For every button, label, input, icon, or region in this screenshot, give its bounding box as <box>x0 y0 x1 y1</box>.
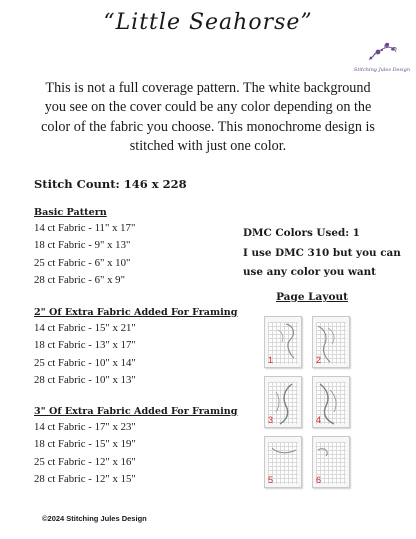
brand-logo <box>352 40 412 76</box>
page-thumbnail-2 <box>312 316 350 368</box>
dmc-note-line: use any color you want <box>243 266 376 278</box>
page-number: 2 <box>316 355 322 365</box>
page-number: 1 <box>268 355 274 365</box>
fabric-size-row: 25 ct Fabric - 10" x 14" <box>34 356 136 369</box>
logo-text: Stitching Jules Design <box>353 67 411 73</box>
fabric-size-row: 14 ct Fabric - 15" x 21" <box>34 322 136 334</box>
basic-pattern-section <box>34 206 135 289</box>
fabric-size-row: 28 ct Fabric - 12" x 15" <box>34 472 136 485</box>
fabric-size-row: 25 ct Fabric - 6" x 10" <box>34 256 131 269</box>
pattern-title: “Little Seahorse” <box>103 10 313 35</box>
page-thumbnail-6 <box>312 436 350 488</box>
dmc-colors-used: DMC Colors Used: 1 <box>243 227 360 239</box>
fabric-size-row: 28 ct Fabric - 6" x 9" <box>34 273 125 286</box>
dmc-note-line: I use DMC 310 but you can <box>243 246 401 259</box>
fabric-size-row: 14 ct Fabric - 17" x 23" <box>34 421 136 433</box>
section-heading: 2" Of Extra Fabric Added For Framing <box>34 307 238 318</box>
section-heading: 3" Of Extra Fabric Added For Framing <box>34 406 238 417</box>
page-thumbnail-3 <box>264 376 302 428</box>
extra-2in-section <box>34 306 238 389</box>
extra-3in-section <box>34 405 238 488</box>
fabric-size-row: 18 ct Fabric - 9" x 13" <box>34 239 131 252</box>
page-number: 5 <box>268 475 274 485</box>
dmc-colors-info <box>243 224 413 283</box>
section-heading: Basic Pattern <box>34 207 107 218</box>
page-thumbnail-4 <box>312 376 350 428</box>
fabric-size-row: 28 ct Fabric - 10" x 13" <box>34 373 136 386</box>
intro-paragraph: This is not a full coverage pattern. The white background you see on the cover could be any color depending on the color of the fabric you choose. This monochrome design is stitched with just one color. <box>41 80 375 154</box>
fabric-size-row: 14 ct Fabric - 11" x 17" <box>34 222 136 234</box>
stitch-count: Stitch Count: 146 x 228 <box>34 177 187 191</box>
copyright-footer: ©2024 Stitching Jules Design <box>42 514 147 523</box>
page-number: 3 <box>268 415 274 425</box>
fabric-size-row: 18 ct Fabric - 15" x 19" <box>34 438 136 451</box>
fabric-size-row: 25 ct Fabric - 12" x 16" <box>34 455 136 468</box>
page-thumbnail-5 <box>264 436 302 488</box>
fabric-size-row: 18 ct Fabric - 13" x 17" <box>34 339 136 352</box>
page-number: 6 <box>316 475 322 485</box>
page-layout-title: Page Layout <box>276 291 348 303</box>
page-number: 4 <box>316 415 322 425</box>
page-thumbnail-1 <box>264 316 302 368</box>
floral-logo-icon <box>365 40 399 66</box>
